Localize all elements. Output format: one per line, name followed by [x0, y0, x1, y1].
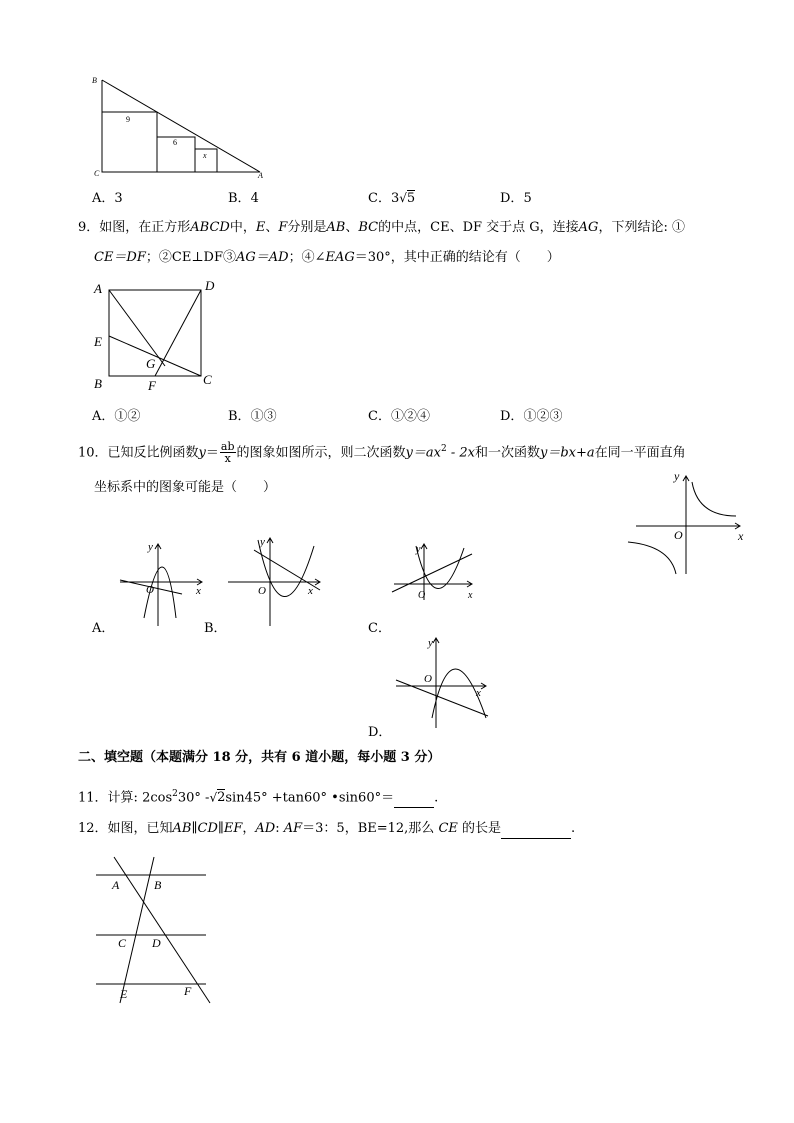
axis-label-y: y [674, 469, 680, 483]
q8-label-6: 6 [173, 138, 177, 147]
q12-label-f: F [184, 984, 192, 998]
origin-label: O [674, 528, 683, 542]
q10-option-d[interactable]: D． [368, 725, 392, 740]
svg-text:x: x [308, 585, 313, 597]
q10-stem-line1: 10．已知反比例函数y＝ $\frac{ab}{x}$ 的图象如图所示，则二次函数$y=ax^2 - 2x$和一次函数y＝bx+a在同一平面直角 [78, 440, 686, 466]
q9-label-a: A [94, 281, 102, 296]
q12-transversal-be [120, 857, 154, 1003]
q9-stem-line1: 9．如图，在正方形ABCD中，E、F分别是AB、BC的中点，CE、DF 交于点 G，连接AG，下列结论: ① [78, 220, 685, 235]
q8-option-d[interactable]: D．5 [500, 191, 532, 206]
q9-line-df [155, 290, 201, 376]
q8-label-x: x [203, 151, 207, 160]
q8-option-b[interactable]: B．4 [228, 191, 259, 206]
q9-figure [88, 276, 228, 394]
q9-stem-line2: CE＝DF；②CE⊥DF③AG＝AD；④∠EAG＝30°，其中正确的结论有（ ） [94, 250, 560, 265]
q9-option-c[interactable]: C．①②④ [368, 409, 430, 424]
q8-label-a: A [258, 171, 263, 180]
q8-option-a[interactable]: A．3 [92, 191, 123, 206]
q10-graph-a [114, 536, 210, 630]
q9-label-b: B [94, 376, 102, 391]
svg-text:O: O [418, 590, 426, 601]
q10-option-a[interactable]: A． [92, 621, 115, 636]
hyperbola-branch-1 [692, 482, 736, 516]
hyperbola-branch-2 [628, 542, 676, 574]
q9-label-e: E [94, 334, 102, 349]
q12-figure [92, 853, 216, 1007]
q12-answer-blank[interactable] [501, 838, 571, 839]
q8-label-c: C [94, 169, 100, 178]
q8-figure [88, 72, 273, 182]
q10-option-c[interactable]: C． [368, 621, 391, 636]
svg-text:y: y [148, 541, 153, 553]
q12-label-e: E [120, 987, 128, 1001]
q8-option-c[interactable]: C．3√5 [368, 191, 416, 206]
q12-label-b: B [154, 878, 162, 892]
q9-label-d: D [205, 278, 215, 293]
q9-line-ag [109, 290, 165, 366]
q12-label-a: A [112, 878, 120, 892]
q9-label-c: C [203, 372, 212, 387]
q10-graph-b [224, 532, 328, 630]
svg-text:x: x [468, 590, 473, 601]
q12-stem: 12．如图，已知AB∥CD∥EF，AD: AF＝3：5，BE=12,那么 CE 的长是 . [78, 819, 575, 839]
q8-hypotenuse [102, 80, 260, 172]
q10-graph-d [390, 634, 492, 730]
q10-stem-line2: 坐标系中的图象可能是（ ） [94, 480, 277, 495]
q10-graph-c [388, 540, 480, 602]
q9-option-a[interactable]: A．①② [92, 409, 141, 424]
svg-text:y: y [428, 637, 433, 649]
q10-hyperbola-figure [624, 466, 752, 578]
svg-text:O: O [258, 585, 266, 597]
q12-label-c: C [118, 936, 127, 950]
q9-option-d[interactable]: D．①②③ [500, 409, 563, 424]
q8-label-9: 9 [126, 115, 130, 124]
q10-option-b[interactable]: B． [204, 621, 227, 636]
svg-text:O: O [146, 584, 154, 596]
section-title: 二、填空题（本题满分 18 分，共有 6 道小题，每小题 3 分） [78, 750, 441, 765]
q12-transversal-af [114, 857, 210, 1003]
svg-text:x: x [476, 687, 481, 699]
q9-option-b[interactable]: B．①③ [228, 409, 277, 424]
q9-label-g: G [146, 356, 156, 371]
q8-label-b: B [92, 76, 97, 85]
q9-label-f: F [148, 378, 156, 393]
q10-fraction: $\frac{ab}{x}$ [220, 440, 235, 466]
q11-answer-blank[interactable] [394, 807, 434, 808]
axis-label-x: x [738, 529, 744, 543]
svg-text:x: x [196, 585, 201, 597]
q12-label-d: D [152, 936, 161, 950]
svg-text:y: y [260, 536, 265, 548]
svg-text:O: O [424, 673, 432, 685]
svg-text:y: y [416, 544, 421, 555]
q11-stem: 11．计算: $2\cos^230^\circ$ -√2sin45° +tan60° •sin60°＝ . [78, 784, 438, 808]
